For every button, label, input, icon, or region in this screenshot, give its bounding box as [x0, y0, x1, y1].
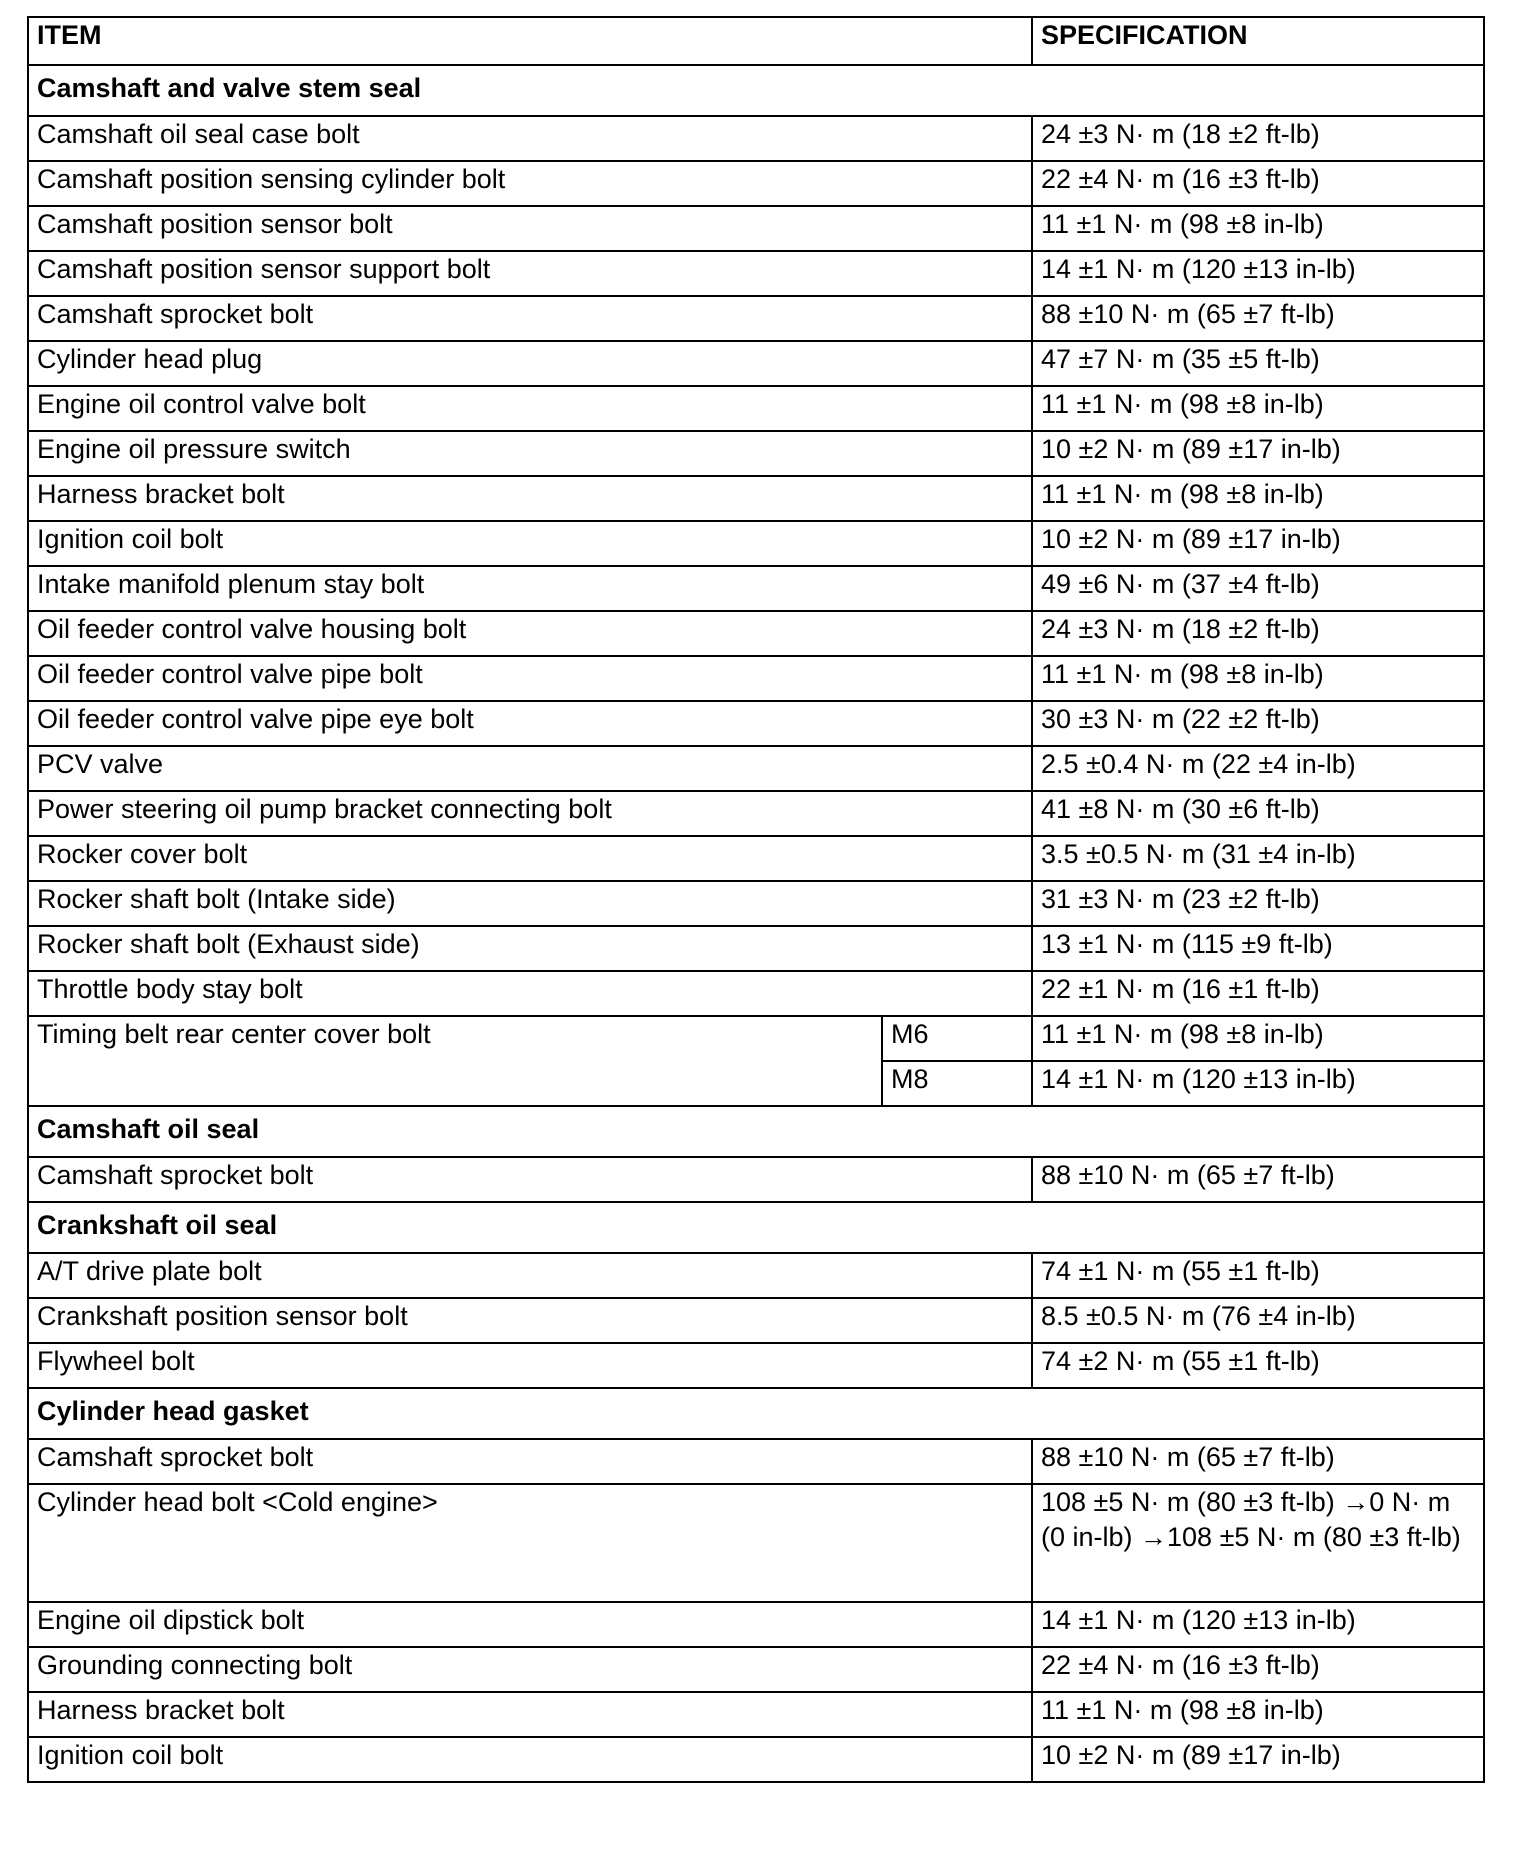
table-row [28, 791, 1484, 836]
table-row [28, 476, 1484, 521]
item-cell: Harness bracket bolt [28, 476, 1032, 521]
item-cell: Timing belt rear center cover bolt [28, 1016, 882, 1106]
item-cell: Grounding connecting bolt [28, 1647, 1032, 1692]
spec-cell: 88 ±10 N· m (65 ±7 ft-lb) [1032, 1157, 1484, 1202]
item-cell: Engine oil control valve bolt [28, 386, 1032, 431]
table-row [28, 521, 1484, 566]
specification-column-header: SPECIFICATION [1032, 17, 1484, 65]
section-row [28, 1388, 1484, 1439]
item-cell: Oil feeder control valve pipe bolt [28, 656, 1032, 701]
table-row [28, 926, 1484, 971]
spec-cell: 41 ±8 N· m (30 ±6 ft-lb) [1032, 791, 1484, 836]
spec-cell: 108 ±5 N· m (80 ±3 ft-lb) →0 N· m (0 in-lb) →108 ±5 N· m (80 ±3 ft-lb) [1032, 1484, 1484, 1602]
table-row [28, 1647, 1484, 1692]
item-cell: Engine oil dipstick bolt [28, 1602, 1032, 1647]
spec-cell: 11 ±1 N· m (98 ±8 in-lb) [1032, 656, 1484, 701]
spec-cell: 88 ±10 N· m (65 ±7 ft-lb) [1032, 1439, 1484, 1484]
item-cell: Camshaft oil seal case bolt [28, 116, 1032, 161]
item-cell: Rocker shaft bolt (Intake side) [28, 881, 1032, 926]
table-row [28, 161, 1484, 206]
section-row [28, 1106, 1484, 1157]
section-title: Camshaft and valve stem seal [28, 65, 1484, 116]
item-cell: Power steering oil pump bracket connecting bolt [28, 791, 1032, 836]
torque-spec-table [27, 16, 1485, 1783]
spec-cell: 11 ±1 N· m (98 ±8 in-lb) [1032, 1016, 1484, 1061]
table-row [28, 206, 1484, 251]
item-cell: Camshaft sprocket bolt [28, 296, 1032, 341]
item-cell: Cylinder head bolt <Cold engine> [28, 1484, 1032, 1602]
item-cell: Harness bracket bolt [28, 1692, 1032, 1737]
table-row [28, 1298, 1484, 1343]
section-title: Camshaft oil seal [28, 1106, 1484, 1157]
spec-cell: 11 ±1 N· m (98 ±8 in-lb) [1032, 1692, 1484, 1737]
spec-cell: 14 ±1 N· m (120 ±13 in-lb) [1032, 1061, 1484, 1106]
table-row [28, 1253, 1484, 1298]
item-cell: Camshaft sprocket bolt [28, 1439, 1032, 1484]
spec-cell: 11 ±1 N· m (98 ±8 in-lb) [1032, 476, 1484, 521]
table-row [28, 701, 1484, 746]
spec-cell: 14 ±1 N· m (120 ±13 in-lb) [1032, 251, 1484, 296]
item-cell: Crankshaft position sensor bolt [28, 1298, 1032, 1343]
item-cell: Rocker cover bolt [28, 836, 1032, 881]
item-cell: Camshaft sprocket bolt [28, 1157, 1032, 1202]
spec-cell: 22 ±4 N· m (16 ±3 ft-lb) [1032, 161, 1484, 206]
item-cell: Rocker shaft bolt (Exhaust side) [28, 926, 1032, 971]
spec-cell: 8.5 ±0.5 N· m (76 ±4 in-lb) [1032, 1298, 1484, 1343]
spec-cell: 49 ±6 N· m (37 ±4 ft-lb) [1032, 566, 1484, 611]
section-title: Crankshaft oil seal [28, 1202, 1484, 1253]
table-row [28, 566, 1484, 611]
table-row [28, 611, 1484, 656]
spec-cell: 47 ±7 N· m (35 ±5 ft-lb) [1032, 341, 1484, 386]
size-label-cell: M8 [882, 1061, 1032, 1106]
table-row [28, 1343, 1484, 1388]
spec-cell: 31 ±3 N· m (23 ±2 ft-lb) [1032, 881, 1484, 926]
item-cell: Oil feeder control valve pipe eye bolt [28, 701, 1032, 746]
table-row [28, 746, 1484, 791]
spec-cell: 11 ±1 N· m (98 ±8 in-lb) [1032, 206, 1484, 251]
spec-cell: 74 ±2 N· m (55 ±1 ft-lb) [1032, 1343, 1484, 1388]
section-row [28, 1202, 1484, 1253]
table-row [28, 1602, 1484, 1647]
table-row [28, 881, 1484, 926]
table-row [28, 1737, 1484, 1782]
table-row [28, 971, 1484, 1016]
spec-table-body [28, 17, 1484, 1782]
table-row [28, 341, 1484, 386]
item-cell: A/T drive plate bolt [28, 1253, 1032, 1298]
item-cell: Throttle body stay bolt [28, 971, 1032, 1016]
table-row [28, 116, 1484, 161]
header-row [28, 17, 1484, 65]
table-row [28, 656, 1484, 701]
table-row [28, 386, 1484, 431]
spec-cell: 88 ±10 N· m (65 ±7 ft-lb) [1032, 296, 1484, 341]
item-cell: Ignition coil bolt [28, 1737, 1032, 1782]
item-cell: Cylinder head plug [28, 341, 1032, 386]
table-row [28, 1484, 1484, 1602]
section-row [28, 65, 1484, 116]
table-row [28, 1016, 1484, 1061]
item-cell: Engine oil pressure switch [28, 431, 1032, 476]
spec-cell: 22 ±4 N· m (16 ±3 ft-lb) [1032, 1647, 1484, 1692]
item-cell: Ignition coil bolt [28, 521, 1032, 566]
item-cell: Oil feeder control valve housing bolt [28, 611, 1032, 656]
spec-cell: 30 ±3 N· m (22 ±2 ft-lb) [1032, 701, 1484, 746]
spec-cell: 10 ±2 N· m (89 ±17 in-lb) [1032, 521, 1484, 566]
spec-cell: 11 ±1 N· m (98 ±8 in-lb) [1032, 386, 1484, 431]
item-cell: Intake manifold plenum stay bolt [28, 566, 1032, 611]
size-label-cell: M6 [882, 1016, 1032, 1061]
section-title: Cylinder head gasket [28, 1388, 1484, 1439]
spec-cell: 14 ±1 N· m (120 ±13 in-lb) [1032, 1602, 1484, 1647]
table-row [28, 1157, 1484, 1202]
spec-cell: 74 ±1 N· m (55 ±1 ft-lb) [1032, 1253, 1484, 1298]
table-row [28, 251, 1484, 296]
spec-cell: 10 ±2 N· m (89 ±17 in-lb) [1032, 431, 1484, 476]
spec-cell: 2.5 ±0.4 N· m (22 ±4 in-lb) [1032, 746, 1484, 791]
spec-cell: 10 ±2 N· m (89 ±17 in-lb) [1032, 1737, 1484, 1782]
item-cell: PCV valve [28, 746, 1032, 791]
item-cell: Camshaft position sensor bolt [28, 206, 1032, 251]
item-cell: Camshaft position sensor support bolt [28, 251, 1032, 296]
table-row [28, 1692, 1484, 1737]
table-row [28, 1439, 1484, 1484]
spec-cell: 24 ±3 N· m (18 ±2 ft-lb) [1032, 611, 1484, 656]
table-row [28, 431, 1484, 476]
item-column-header: ITEM [28, 17, 1032, 65]
item-cell: Flywheel bolt [28, 1343, 1032, 1388]
spec-cell: 13 ±1 N· m (115 ±9 ft-lb) [1032, 926, 1484, 971]
spec-cell: 22 ±1 N· m (16 ±1 ft-lb) [1032, 971, 1484, 1016]
table-row [28, 836, 1484, 881]
item-cell: Camshaft position sensing cylinder bolt [28, 161, 1032, 206]
table-row [28, 296, 1484, 341]
spec-cell: 24 ±3 N· m (18 ±2 ft-lb) [1032, 116, 1484, 161]
spec-cell: 3.5 ±0.5 N· m (31 ±4 in-lb) [1032, 836, 1484, 881]
